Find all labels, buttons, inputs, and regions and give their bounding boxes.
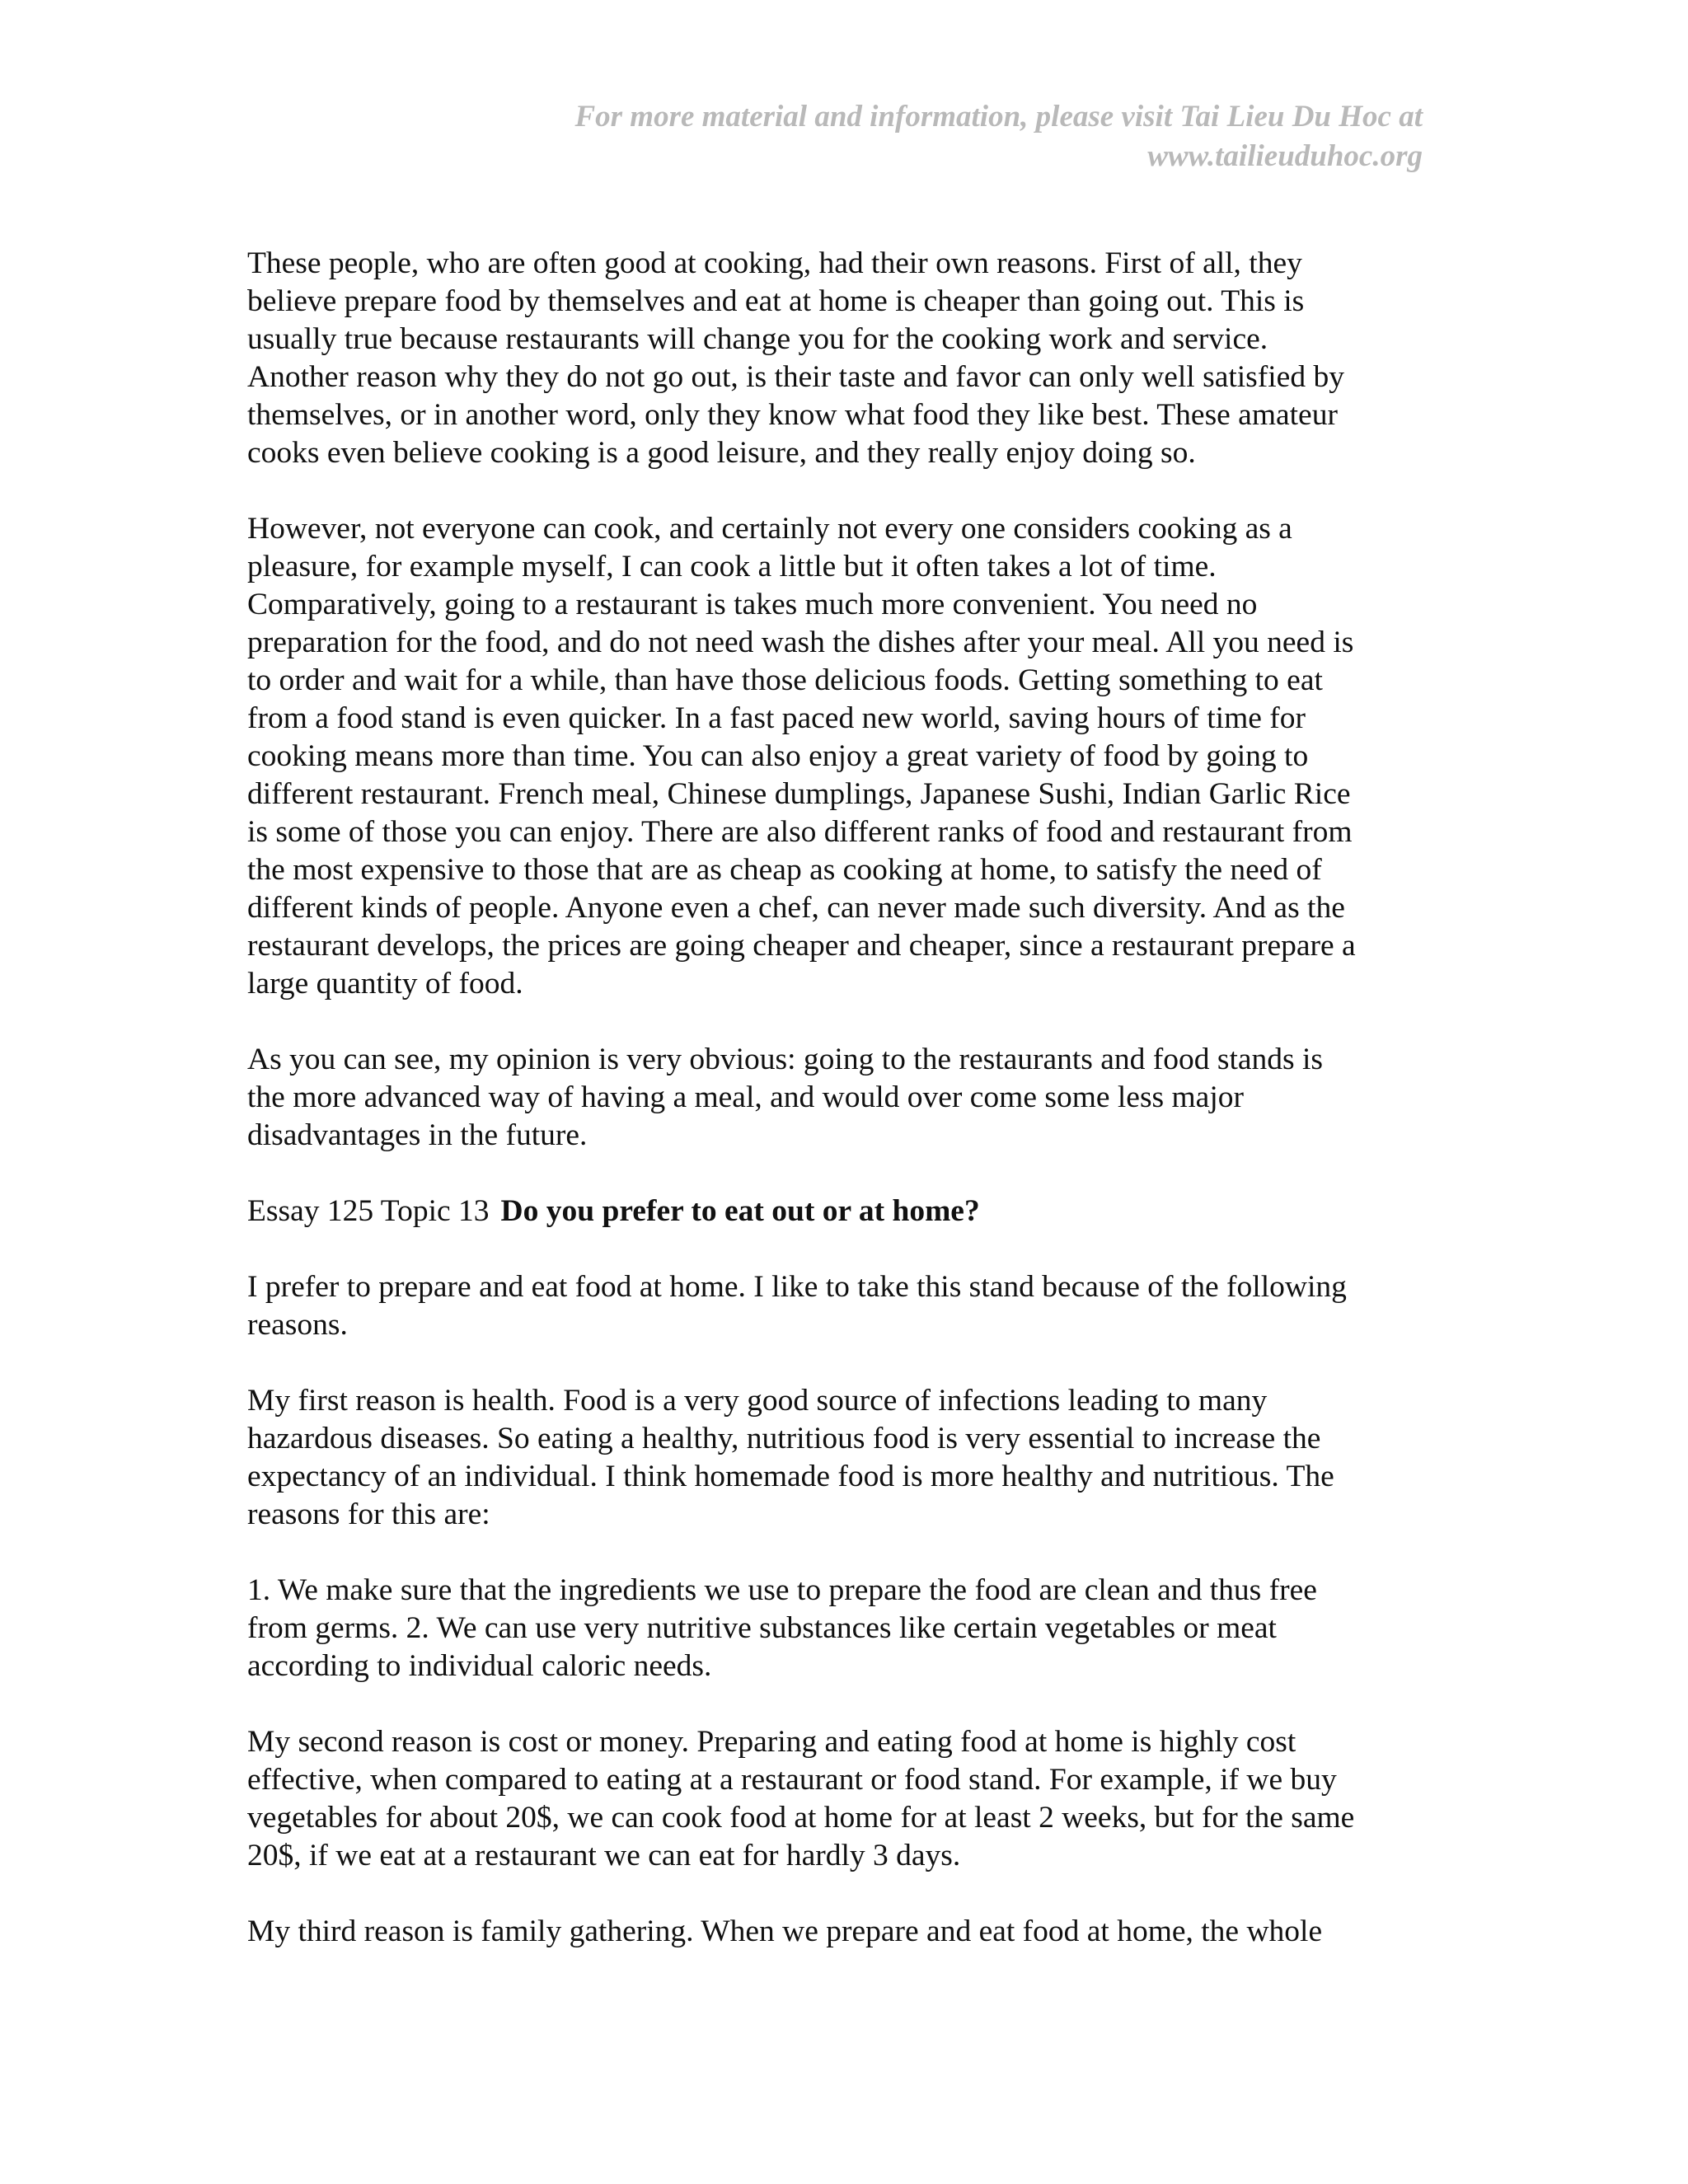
text-line: the more advanced way of having a meal, and would over come some less major	[247, 1080, 1244, 1114]
essay-heading	[247, 1193, 1442, 1230]
text-line: My second reason is cost or money. Preparing and eating food at home is highly cost	[247, 1725, 1296, 1759]
paragraph-family-gathering	[247, 1913, 1442, 1951]
text-line: the most expensive to those that are as cheap as cooking at home, to satisfy the need of	[247, 853, 1322, 887]
text-line: reasons.	[247, 1308, 348, 1342]
text-line: However, not everyone can cook, and certainly not every one considers cooking as a	[247, 512, 1292, 546]
paragraph-health	[247, 1382, 1442, 1534]
paragraph-cost	[247, 1723, 1442, 1875]
essay-label: Essay 125 Topic 13	[247, 1194, 490, 1228]
text-line: effective, when compared to eating at a restaurant or food stand. For example, if we buy	[247, 1763, 1337, 1797]
text-line: to order and wait for a while, than have those delicious foods. Getting something to eat	[247, 663, 1323, 697]
text-line: restaurant develops, the prices are going cheaper and cheaper, since a restaurant prepare a	[247, 929, 1356, 963]
text-line: 20$, if we eat at a restaurant we can eat for hardly 3 days.	[247, 1839, 961, 1872]
text-line: hazardous diseases. So eating a healthy, nutritious food is very essential to increase the	[247, 1422, 1321, 1455]
text-line: preparation for the food, and do not need wash the dishes after your meal. All you need is	[247, 626, 1354, 659]
text-line: Comparatively, going to a restaurant is takes much more convenient. You need no	[247, 588, 1258, 621]
page-header	[269, 97, 1423, 176]
paragraph-health-reasons-list	[247, 1572, 1442, 1685]
text-line: believe prepare food by themselves and eat at home is cheaper than going out. This is	[247, 284, 1305, 318]
text-line: I prefer to prepare and eat food at home. I like to take this stand because of the following	[247, 1270, 1347, 1304]
text-line: usually true because restaurants will change you for the cooking work and service.	[247, 322, 1268, 356]
text-line: according to individual caloric needs.	[247, 1649, 712, 1683]
text-line: reasons for this are:	[247, 1497, 490, 1531]
text-line: My first reason is health. Food is a very good source of infections leading to many	[247, 1384, 1268, 1418]
text-line: from germs. 2. We can use very nutritive substances like certain vegetables or meat	[247, 1611, 1277, 1645]
text-line: My third reason is family gathering. When we prepare and eat food at home, the whole	[247, 1915, 1323, 1948]
paragraph-intro	[247, 1268, 1442, 1344]
text-line: pleasure, for example myself, I can cook a little but it often takes a lot of time.	[247, 550, 1217, 583]
text-line: expectancy of an individual. I think homemade food is more healthy and nutritious. The	[247, 1460, 1334, 1493]
text-line: As you can see, my opinion is very obvious: going to the restaurants and food stands is	[247, 1043, 1324, 1076]
paragraph-conclusion	[247, 1041, 1442, 1155]
paragraph-restaurant-convenience	[247, 510, 1442, 1003]
text-line: themselves, or in another word, only they know what food they like best. These amateur	[247, 398, 1338, 432]
header-line-1: For more material and information, please visit Tai Lieu Du Hoc at	[574, 100, 1423, 134]
text-line: different kinds of people. Anyone even a chef, can never made such diversity. And as the	[247, 891, 1345, 925]
essay-title: Do you prefer to eat out or at home?	[500, 1194, 980, 1228]
header-website-link[interactable]: www.tailieuduhoc.org	[1147, 139, 1423, 173]
text-line: from a food stand is even quicker. In a fast paced new world, saving hours of time for	[247, 701, 1306, 735]
text-line: large quantity of food.	[247, 967, 523, 1001]
text-line: vegetables for about 20$, we can cook food at home for at least 2 weeks, but for the same	[247, 1801, 1355, 1835]
text-line: is some of those you can enjoy. There are also different ranks of food and restaurant from	[247, 815, 1353, 849]
paragraph-home-cooks	[247, 245, 1442, 472]
text-line: cooks even believe cooking is a good leisure, and they really enjoy doing so.	[247, 436, 1196, 470]
text-line: disadvantages in the future.	[247, 1118, 588, 1152]
text-line: These people, who are often good at cooking, had their own reasons. First of all, they	[247, 246, 1302, 280]
text-line: 1. We make sure that the ingredients we use to prepare the food are clean and thus free	[247, 1573, 1317, 1607]
text-line: Another reason why they do not go out, is their taste and favor can only well satisfied by	[247, 360, 1344, 394]
text-line: cooking means more than time. You can also enjoy a great variety of food by going to	[247, 739, 1309, 773]
text-line: different restaurant. French meal, Chinese dumplings, Japanese Sushi, Indian Garlic Rice	[247, 777, 1351, 811]
document-body	[247, 245, 1442, 1989]
